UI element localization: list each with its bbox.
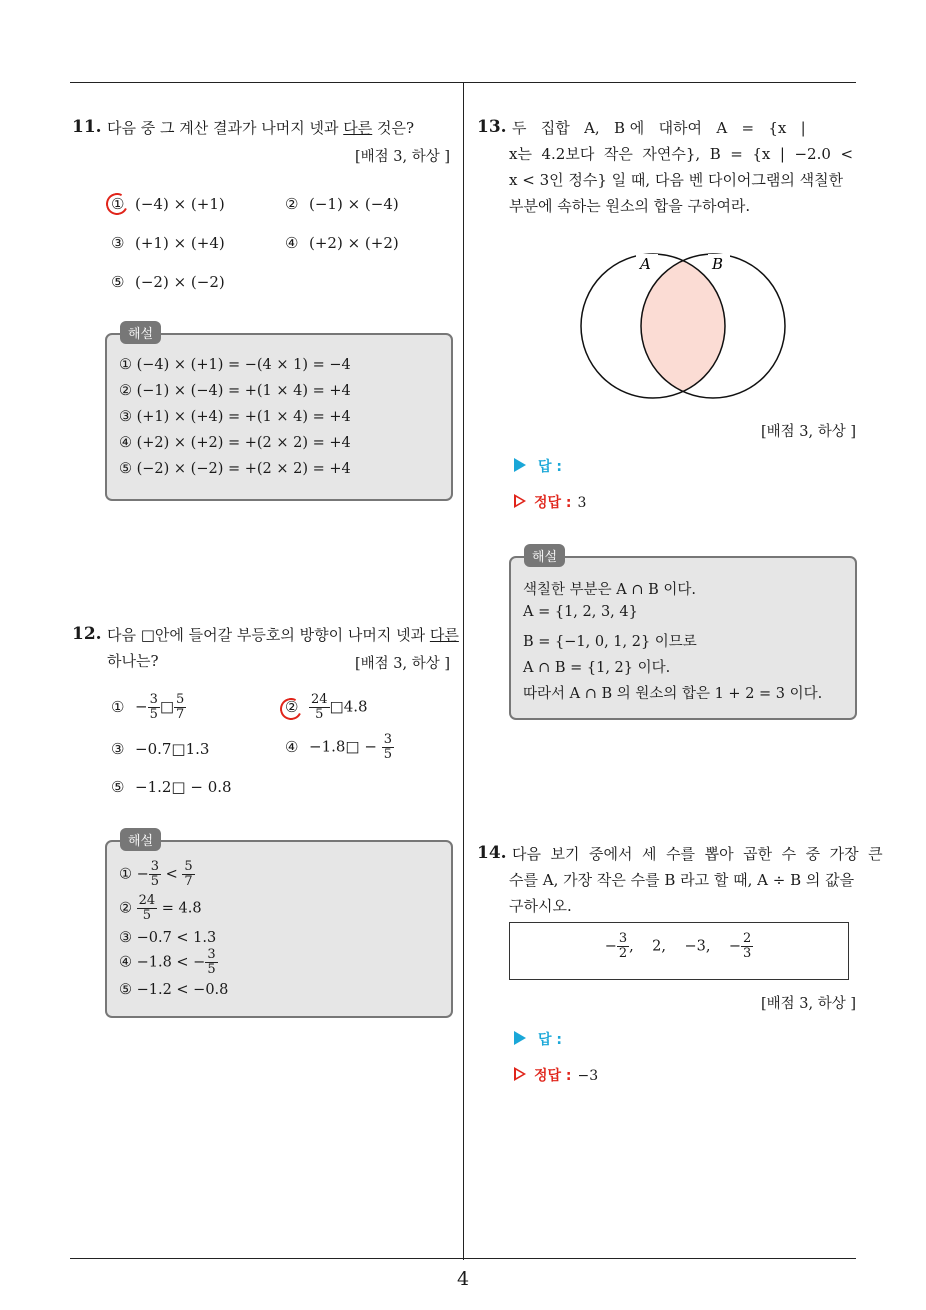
q14-text-line-3: 구하시오. (509, 897, 572, 915)
q12-number: 12. (72, 624, 102, 644)
q12-option-2[interactable]: ② $\frac{24}{5}$ □4.8 (285, 692, 368, 722)
q11-explain-line-1: ① (−4) × (+1) = −(4 × 1) = −4 (119, 357, 351, 373)
q13-points: [배점 3, 하상 ] (760, 424, 856, 440)
q11-points: [배점 3, 하상 ] (354, 149, 450, 165)
q13-explain-line-3: B = {−1, 0, 1, 2} 이므로 (523, 634, 697, 650)
q13-explain-line-2: A = {1, 2, 3, 4} (523, 604, 638, 620)
q12-explain-line-3: ③ −0.7 < 1.3 (119, 930, 217, 946)
q12-explain-line-2: ② $\frac{24}{5}$ = 4.8 (119, 893, 202, 923)
q13-explain-line-1: 색칠한 부분은 A ∩ B 이다. (523, 582, 696, 598)
q11-option-5[interactable]: ⑤ (−2) × (−2) (111, 273, 225, 291)
q14-example-box (509, 922, 849, 980)
q12-option-1[interactable]: ① − $\frac{3}{5}$ □ $\frac{5}{7}$ (111, 692, 185, 722)
q13-text-line-3: x < 3인 정수} 일 때, 다음 벤 다이어그램의 색칠한 (509, 171, 844, 189)
q13-answer-field[interactable]: 답 : (514, 456, 562, 476)
q14-number: 14. (477, 843, 507, 863)
page-number: 4 (456, 1268, 470, 1290)
q14-text-line-1: 다음 보기 중에서 세 수를 뽑아 곱한 수 중 가장 큰 (512, 845, 883, 863)
q13-text-line-1: 두 집합 A, B 에 대하여 A = {x | (512, 119, 806, 137)
q12-explanation-box (105, 840, 453, 1018)
venn-label-b: B (712, 255, 724, 273)
q13-explain-line-4: A ∩ B = {1, 2} 이다. (523, 660, 671, 676)
q12-explain-line-1: ① − $\frac{3}{5}$ < $\frac{5}{7}$ (119, 859, 193, 889)
q14-text-line-2: 수를 A, 가장 작은 수를 B 라고 할 때, A ÷ B 의 값을 (509, 871, 855, 889)
play-icon (514, 458, 526, 472)
venn-diagram (560, 240, 810, 410)
q12-text-line-2: 하나는? (107, 652, 159, 670)
q11-option-4[interactable]: ④ (+2) × (+2) (285, 234, 399, 252)
q11-explain-line-3: ③ (+1) × (+4) = +(1 × 4) = +4 (119, 409, 351, 425)
q13-explain-line-5: 따라서 A ∩ B 의 원소의 합은 1 + 2 = 3 이다. (523, 686, 823, 702)
q13-text-line-4: 부분에 속하는 원소의 합을 구하여라. (509, 197, 751, 215)
venn-label-a: A (640, 255, 651, 273)
q12-text-line-1: 다음 □안에 들어갈 부등호의 방향이 나머지 넷과 다른 (107, 626, 459, 644)
q14-points: [배점 3, 하상 ] (760, 996, 856, 1012)
q12-option-3[interactable]: ③ −0.7□1.3 (111, 740, 210, 758)
q14-example-values: − $\frac{3}{2}$ , 2, −3, − $\frac{2}{3}$ (604, 931, 752, 961)
q12-explain-line-5: ⑤ −1.2 < −0.8 (119, 982, 229, 998)
q11-text: 다음 중 그 계산 결과가 나머지 넷과 다른 것은? (107, 119, 415, 137)
q11-explanation-box (105, 333, 453, 501)
q13-number: 13. (477, 117, 507, 137)
outline-triangle-icon (514, 1067, 526, 1081)
q12-option-4[interactable]: ④ −1.8□ − $\frac{3}{5}$ (285, 732, 392, 762)
q13-explanation-tag: 해설 (524, 544, 565, 567)
column-divider (463, 82, 464, 1260)
q13-correct-answer: 정답 : 3 (514, 492, 586, 512)
bottom-rule (70, 1258, 856, 1259)
q11-explain-line-4: ④ (+2) × (+2) = +(2 × 2) = +4 (119, 435, 351, 451)
outline-triangle-icon (514, 494, 526, 508)
play-icon (514, 1031, 526, 1045)
q11-option-2[interactable]: ② (−1) × (−4) (285, 195, 399, 213)
q11-explanation-tag: 해설 (120, 321, 161, 344)
q11-option-1[interactable]: ① (−4) × (+1) (111, 195, 225, 213)
q11-explain-line-5: ⑤ (−2) × (−2) = +(2 × 2) = +4 (119, 461, 351, 477)
q13-text-line-2: x는 4.2보다 작은 자연수}, B = {x | −2.0 < (509, 145, 854, 163)
q12-points: [배점 3, 하상 ] (354, 656, 450, 672)
q11-number: 11. (72, 117, 102, 137)
q12-option-5[interactable]: ⑤ −1.2□ − 0.8 (111, 778, 232, 796)
q14-correct-answer: 정답 : −3 (514, 1065, 598, 1085)
q11-explain-line-2: ② (−1) × (−4) = +(1 × 4) = +4 (119, 383, 351, 399)
q14-answer-field[interactable]: 답 : (514, 1029, 562, 1049)
q12-explain-line-4: ④ −1.8 < − $\frac{3}{5}$ (119, 947, 216, 977)
q13-explanation-box (509, 556, 857, 720)
q12-explanation-tag: 해설 (120, 828, 161, 851)
q11-option-3[interactable]: ③ (+1) × (+4) (111, 234, 225, 252)
